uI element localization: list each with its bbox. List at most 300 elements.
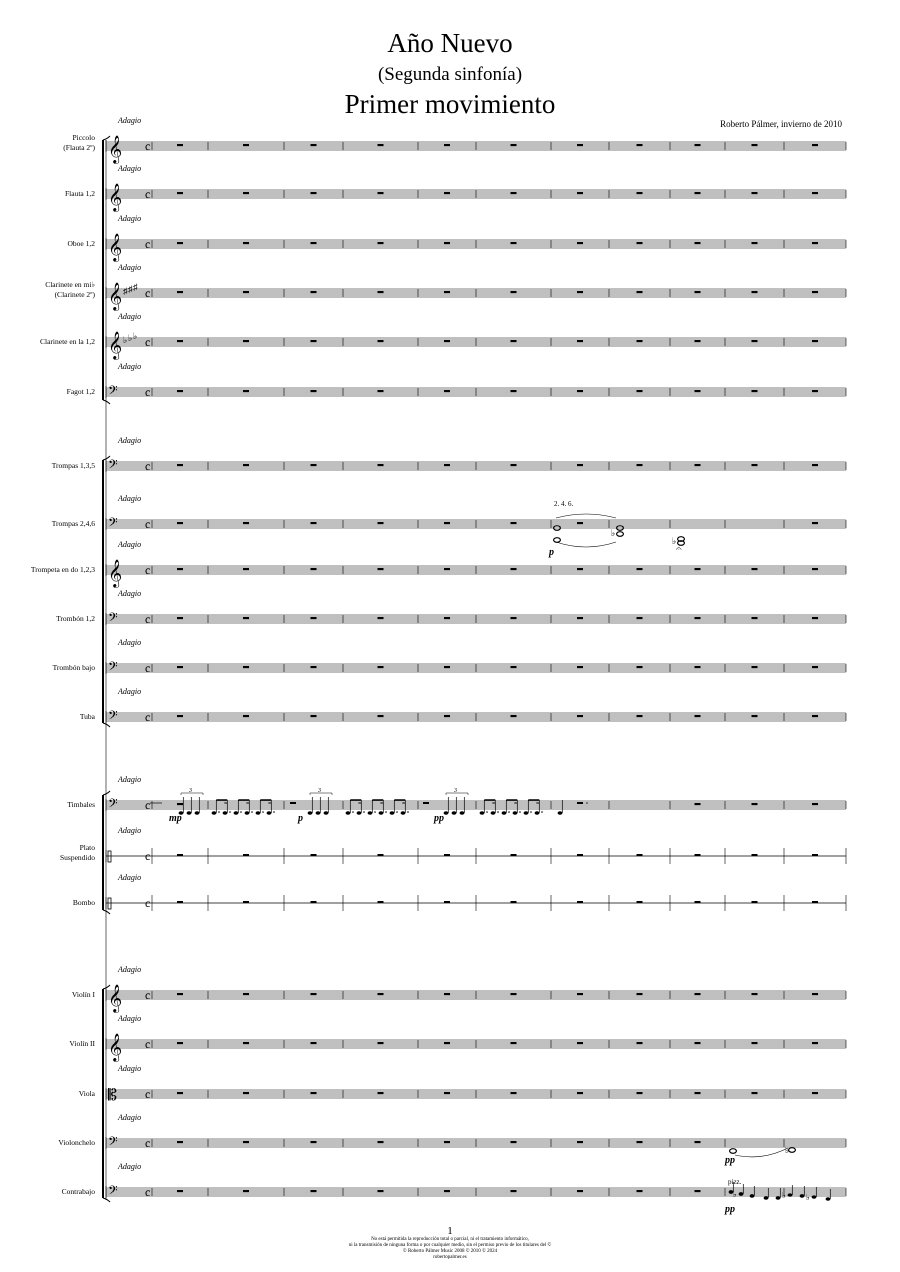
whole-rest-icon <box>243 1190 249 1192</box>
whole-rest-icon <box>695 242 701 244</box>
whole-rest-icon <box>637 666 643 668</box>
dotted-note <box>267 811 272 815</box>
instrument-name: Flauta 1,2 <box>65 189 95 198</box>
whole-rest-icon <box>637 1190 643 1192</box>
whole-rest-icon <box>695 1190 701 1192</box>
whole-rest-icon <box>695 568 701 570</box>
whole-rest-icon <box>695 993 701 995</box>
time-signature: c <box>145 139 151 153</box>
whole-rest-icon <box>577 901 583 903</box>
half-rest-icon <box>290 802 296 804</box>
whole-rest-icon <box>444 192 450 194</box>
whole-rest-icon <box>511 617 517 619</box>
tempo-marking: Adagio <box>118 263 142 272</box>
whole-rest-icon <box>577 522 583 524</box>
quarter-note <box>764 1196 769 1200</box>
whole-rest-icon <box>444 993 450 995</box>
treble-clef-icon: 𝄞 <box>108 986 123 1012</box>
composer-credit: Roberto Pálmer, invierno de 2010 <box>720 119 842 129</box>
instrument-name: (Flauta 2º) <box>63 143 95 152</box>
whole-rest-icon <box>812 242 818 244</box>
whole-rest-icon <box>177 803 183 805</box>
whole-rest-icon <box>378 340 384 342</box>
whole-rest-icon <box>812 568 818 570</box>
bass-clef-icon: 𝄢 <box>108 612 118 628</box>
whole-rest-icon <box>311 1092 317 1094</box>
whole-rest-icon <box>577 666 583 668</box>
time-signature: c <box>145 849 151 863</box>
dotted-note <box>212 811 217 815</box>
whole-rest-icon <box>695 1092 701 1094</box>
whole-rest-icon <box>444 291 450 293</box>
whole-rest-icon <box>243 522 249 524</box>
dotted-note <box>502 811 507 815</box>
quarter-note <box>452 811 457 815</box>
instrument-name: Timbales <box>67 800 95 809</box>
whole-rest-icon <box>243 144 249 146</box>
dotted-note <box>491 811 496 815</box>
whole-rest-icon <box>637 144 643 146</box>
quarter-note <box>776 1196 781 1200</box>
tempo-marking: Adagio <box>118 164 142 173</box>
time-signature: c <box>145 385 151 399</box>
time-signature: c <box>145 286 151 300</box>
whole-rest-icon <box>177 144 183 146</box>
dynamic-marking: pp <box>725 1204 735 1215</box>
whole-rest-icon <box>637 390 643 392</box>
whole-rest-icon <box>577 192 583 194</box>
dotted-note <box>480 811 485 815</box>
whole-rest-icon <box>243 568 249 570</box>
dotted-note <box>535 811 540 815</box>
tie-arc <box>735 1148 788 1157</box>
whole-rest-icon <box>577 1141 583 1143</box>
whole-rest-icon <box>752 666 758 668</box>
tuplet-bracket <box>446 793 468 795</box>
whole-rest-icon <box>812 390 818 392</box>
whole-rest-icon <box>243 390 249 392</box>
whole-rest-icon <box>177 854 183 856</box>
flat-accidental: ♭ <box>611 528 616 538</box>
whole-rest-icon <box>511 568 517 570</box>
whole-rest-icon <box>637 1042 643 1044</box>
dynamic-marking: pp <box>725 1155 735 1166</box>
whole-rest-icon <box>812 854 818 856</box>
whole-rest-icon <box>311 901 317 903</box>
quarter-note <box>195 811 200 815</box>
whole-rest-icon <box>177 617 183 619</box>
whole-rest-icon <box>243 1141 249 1143</box>
whole-rest-icon <box>177 291 183 293</box>
dotted-note <box>379 811 384 815</box>
whole-rest-icon <box>243 464 249 466</box>
whole-rest-icon <box>378 144 384 146</box>
tempo-marking: Adagio <box>118 214 142 223</box>
whole-rest-icon <box>378 901 384 903</box>
whole-rest-icon <box>577 1092 583 1094</box>
dynamic-marking: mp <box>169 813 182 824</box>
quarter-note <box>460 811 465 815</box>
tempo-marking: Adagio <box>118 1162 142 1171</box>
whole-rest-icon <box>177 993 183 995</box>
dot <box>273 811 275 813</box>
instrument-name: Clarinete en mi♭ <box>45 280 95 289</box>
tempo-marking: Adagio <box>118 362 142 371</box>
treble-clef-icon: 𝄞 <box>108 561 123 587</box>
whole-rest-icon <box>177 1190 183 1192</box>
time-signature: c <box>145 1087 151 1101</box>
whole-rest-icon <box>444 666 450 668</box>
whole-rest-icon <box>695 901 701 903</box>
whole-note <box>617 532 624 537</box>
dot <box>508 811 510 813</box>
whole-rest-icon <box>177 715 183 717</box>
whole-rest-icon <box>243 715 249 717</box>
whole-rest-icon <box>311 464 317 466</box>
tempo-marking: Adagio <box>118 540 142 549</box>
whole-rest-icon <box>752 340 758 342</box>
key-signature-accidental: ♭ <box>133 331 138 341</box>
whole-rest-icon <box>378 568 384 570</box>
bass-clef-icon: 𝄢 <box>108 710 118 726</box>
dot <box>519 811 521 813</box>
whole-rest-icon <box>378 1190 384 1192</box>
whole-rest-icon <box>311 144 317 146</box>
dot <box>218 811 220 813</box>
whole-rest-icon <box>311 192 317 194</box>
whole-rest-icon <box>444 1141 450 1143</box>
time-signature: c <box>145 237 151 251</box>
time-signature: c <box>145 563 151 577</box>
whole-rest-icon <box>812 1092 818 1094</box>
whole-rest-icon <box>177 464 183 466</box>
whole-rest-icon <box>812 291 818 293</box>
quarter-note <box>558 811 563 815</box>
whole-rest-icon <box>812 901 818 903</box>
whole-rest-icon <box>243 340 249 342</box>
whole-rest-icon <box>444 854 450 856</box>
time-signature: c <box>145 988 151 1002</box>
time-signature: c <box>145 1136 151 1150</box>
tempo-marking: Adagio <box>118 1064 142 1073</box>
dot <box>497 811 499 813</box>
whole-rest-icon <box>752 1042 758 1044</box>
tuplet-bracket <box>181 793 203 795</box>
bass-clef-icon: 𝄢 <box>108 798 118 814</box>
time-signature: c <box>145 612 151 626</box>
dotted-note <box>390 811 395 815</box>
treble-clef-icon: 𝄞 <box>108 185 123 211</box>
whole-rest-icon <box>511 1092 517 1094</box>
whole-rest-icon <box>637 854 643 856</box>
tie-arc <box>556 514 616 518</box>
whole-rest-icon <box>637 715 643 717</box>
whole-rest-icon <box>243 854 249 856</box>
whole-rest-icon <box>577 464 583 466</box>
tempo-marking: Adagio <box>118 687 142 696</box>
dot <box>262 811 264 813</box>
whole-rest-icon <box>577 144 583 146</box>
dot <box>385 811 387 813</box>
group-bracket <box>103 910 110 914</box>
whole-rest-icon <box>444 1042 450 1044</box>
bass-clef-icon: 𝄢 <box>108 661 118 677</box>
whole-rest-icon <box>444 522 450 524</box>
footer-line: robertopalmer.es <box>433 1255 467 1260</box>
dot <box>407 811 409 813</box>
whole-rest-icon <box>378 1141 384 1143</box>
whole-rest-icon <box>695 390 701 392</box>
bass-clef-icon: 𝄢 <box>108 385 118 401</box>
whole-rest-icon <box>637 617 643 619</box>
whole-rest-icon <box>511 464 517 466</box>
instrument-name: Oboe 1,2 <box>67 239 95 248</box>
whole-rest-icon <box>177 390 183 392</box>
whole-rest-icon <box>378 1042 384 1044</box>
dotted-note <box>357 811 362 815</box>
key-signature-accidental: ♯ <box>123 286 128 296</box>
whole-rest-icon <box>812 803 818 805</box>
score-title: Año Nuevo <box>387 28 513 58</box>
whole-rest-icon <box>378 291 384 293</box>
whole-rest-icon <box>752 1092 758 1094</box>
quarter-note <box>826 1197 831 1201</box>
whole-rest-icon <box>812 993 818 995</box>
copyright-footer <box>0 1237 900 1261</box>
whole-rest-icon <box>444 242 450 244</box>
dot <box>486 811 488 813</box>
tempo-marking: Adagio <box>118 1014 142 1023</box>
whole-rest-icon <box>812 715 818 717</box>
dynamic-marking: p <box>549 547 554 558</box>
instrument-name: Contrabajo <box>61 1187 95 1196</box>
whole-rest-icon <box>695 1141 701 1143</box>
dotted-note <box>245 811 250 815</box>
whole-rest-icon <box>695 464 701 466</box>
whole-rest-icon <box>752 803 758 805</box>
movement-title: Primer movimiento <box>344 89 556 119</box>
whole-rest-icon <box>695 340 701 342</box>
whole-rest-icon <box>577 715 583 717</box>
whole-rest-icon <box>311 291 317 293</box>
instrument-name: Trompas 1,3,5 <box>51 461 95 470</box>
instrument-name: Bombo <box>72 898 95 907</box>
whole-rest-icon <box>311 666 317 668</box>
whole-rest-icon <box>752 291 758 293</box>
whole-rest-icon <box>511 666 517 668</box>
whole-rest-icon <box>177 1141 183 1143</box>
instrument-name: (Clarinete 2º) <box>54 290 95 299</box>
dotted-note <box>401 811 406 815</box>
whole-rest-icon <box>695 803 701 805</box>
treble-clef-icon: 𝄞 <box>108 235 123 261</box>
quarter-note <box>444 811 449 815</box>
dot <box>586 802 588 804</box>
group-bracket <box>103 791 110 795</box>
whole-rest-icon <box>637 291 643 293</box>
tempo-marking: Adagio <box>118 775 142 784</box>
whole-rest-icon <box>577 340 583 342</box>
whole-rest-icon <box>577 291 583 293</box>
whole-rest-icon <box>812 464 818 466</box>
bass-clef-icon: 𝄢 <box>108 1136 118 1152</box>
whole-rest-icon <box>177 1042 183 1044</box>
whole-rest-icon <box>444 715 450 717</box>
treble-clef-icon: 𝄞 <box>108 333 123 359</box>
whole-rest-icon <box>752 568 758 570</box>
whole-rest-icon <box>695 144 701 146</box>
dotted-note <box>513 811 518 815</box>
whole-rest-icon <box>378 617 384 619</box>
time-signature: c <box>145 335 151 349</box>
whole-rest-icon <box>243 666 249 668</box>
key-signature-accidental: ♭ <box>128 333 133 343</box>
tempo-marking: Adagio <box>118 873 142 882</box>
instrument-name: Violonchelo <box>58 1138 95 1147</box>
dot <box>352 811 354 813</box>
whole-rest-icon <box>378 522 384 524</box>
dotted-note <box>524 811 529 815</box>
whole-rest-icon <box>752 192 758 194</box>
whole-rest-icon <box>444 901 450 903</box>
whole-rest-icon <box>177 568 183 570</box>
whole-rest-icon <box>511 522 517 524</box>
whole-rest-icon <box>311 993 317 995</box>
whole-rest-icon <box>752 390 758 392</box>
treble-clef-icon: 𝄞 <box>108 284 123 310</box>
tempo-marking: Adagio <box>118 1113 142 1122</box>
whole-rest-icon <box>637 1092 643 1094</box>
score-subtitle: (Segunda sinfonía) <box>377 64 523 85</box>
whole-rest-icon <box>378 464 384 466</box>
half-rest-icon <box>423 802 429 804</box>
whole-rest-icon <box>378 390 384 392</box>
tempo-marking: Adagio <box>118 436 142 445</box>
treble-clef-icon: 𝄞 <box>108 137 123 163</box>
dotted-note <box>346 811 351 815</box>
quarter-note <box>800 1194 805 1198</box>
whole-rest-icon <box>311 715 317 717</box>
whole-rest-icon <box>511 854 517 856</box>
instrument-name: Trombón bajo <box>52 663 95 672</box>
whole-rest-icon <box>752 854 758 856</box>
key-signature-accidental: ♯ <box>128 284 133 294</box>
dot <box>374 811 376 813</box>
quarter-note <box>308 811 313 815</box>
percussion-clef-icon <box>108 851 111 862</box>
whole-rest-icon <box>311 522 317 524</box>
whole-rest-icon <box>378 242 384 244</box>
dot <box>229 811 231 813</box>
whole-rest-icon <box>752 993 758 995</box>
whole-rest-icon <box>637 901 643 903</box>
whole-rest-icon <box>177 1092 183 1094</box>
whole-rest-icon <box>511 993 517 995</box>
whole-rest-icon <box>177 901 183 903</box>
dotted-note <box>223 811 228 815</box>
whole-rest-icon <box>444 1092 450 1094</box>
tuplet-number: 3 <box>454 788 457 794</box>
whole-rest-icon <box>378 715 384 717</box>
tempo-marking: Adagio <box>118 965 142 974</box>
key-signature-accidental: ♯ <box>133 282 138 292</box>
dotted-note <box>368 811 373 815</box>
whole-rest-icon <box>177 522 183 524</box>
footer-line: No está permitida la reproducción total o parcial, ni el tratamiento informático, <box>371 1237 529 1242</box>
whole-note <box>789 1148 796 1153</box>
whole-rest-icon <box>177 340 183 342</box>
flat-accidental: ♭ <box>806 1193 810 1202</box>
whole-rest-icon <box>444 390 450 392</box>
divisi-marking: 2. 4. 6. <box>554 500 574 508</box>
whole-rest-icon <box>812 1042 818 1044</box>
whole-rest-icon <box>637 993 643 995</box>
whole-rest-icon <box>812 617 818 619</box>
instrument-name: Trompeta en do 1,2,3 <box>30 565 95 574</box>
whole-rest-icon <box>752 901 758 903</box>
time-signature: c <box>145 1037 151 1051</box>
whole-rest-icon <box>511 144 517 146</box>
whole-rest-icon <box>243 192 249 194</box>
time-signature: c <box>145 459 151 473</box>
whole-rest-icon <box>378 1092 384 1094</box>
whole-rest-icon <box>752 464 758 466</box>
tuplet-number: 3 <box>189 788 192 794</box>
time-signature: c <box>145 896 151 910</box>
whole-rest-icon <box>752 242 758 244</box>
whole-rest-icon <box>695 1042 701 1044</box>
whole-rest-icon <box>577 390 583 392</box>
whole-rest-icon <box>812 522 818 524</box>
quarter-note <box>316 811 321 815</box>
pizz-marking: pizz. <box>728 1178 742 1186</box>
key-signature-accidental: ♭ <box>123 335 128 345</box>
whole-rest-icon <box>378 993 384 995</box>
dot <box>530 811 532 813</box>
instrument-name: Violín II <box>69 1039 95 1048</box>
tempo-marking: Adagio <box>118 589 142 598</box>
whole-rest-icon <box>812 144 818 146</box>
dot <box>363 811 365 813</box>
whole-rest-icon <box>378 192 384 194</box>
whole-rest-icon <box>311 1141 317 1143</box>
dot <box>240 811 242 813</box>
whole-rest-icon <box>444 464 450 466</box>
quarter-note <box>750 1194 755 1198</box>
footer-line: ni la transmisión de ninguna forma o por cualquier medio, sin el permiso previo de los titulares del © <box>348 1243 552 1248</box>
instrument-name: Tuba <box>79 712 95 721</box>
dot <box>396 811 398 813</box>
whole-rest-icon <box>577 568 583 570</box>
flat-accidental: ♭ <box>672 536 677 546</box>
whole-rest-icon <box>444 340 450 342</box>
whole-rest-icon <box>577 242 583 244</box>
instrument-name: Trompas 2,4,6 <box>51 519 95 528</box>
whole-rest-icon <box>637 340 643 342</box>
instrument-name: Piccolo <box>72 133 95 142</box>
tempo-marking: Adagio <box>118 494 142 503</box>
whole-rest-icon <box>637 192 643 194</box>
whole-rest-icon <box>695 715 701 717</box>
whole-rest-icon <box>752 617 758 619</box>
flat-accidental: ♭ <box>782 1191 786 1200</box>
whole-rest-icon <box>444 1190 450 1192</box>
instrument-name: Clarinete en la 1,2 <box>40 337 95 346</box>
footer-line: © Roberto Pálmer Music 2008 © 2010 © 2024 <box>402 1249 498 1254</box>
quarter-note <box>788 1193 793 1197</box>
tempo-marking: Adagio <box>118 826 142 835</box>
tuplet-bracket <box>310 793 332 795</box>
